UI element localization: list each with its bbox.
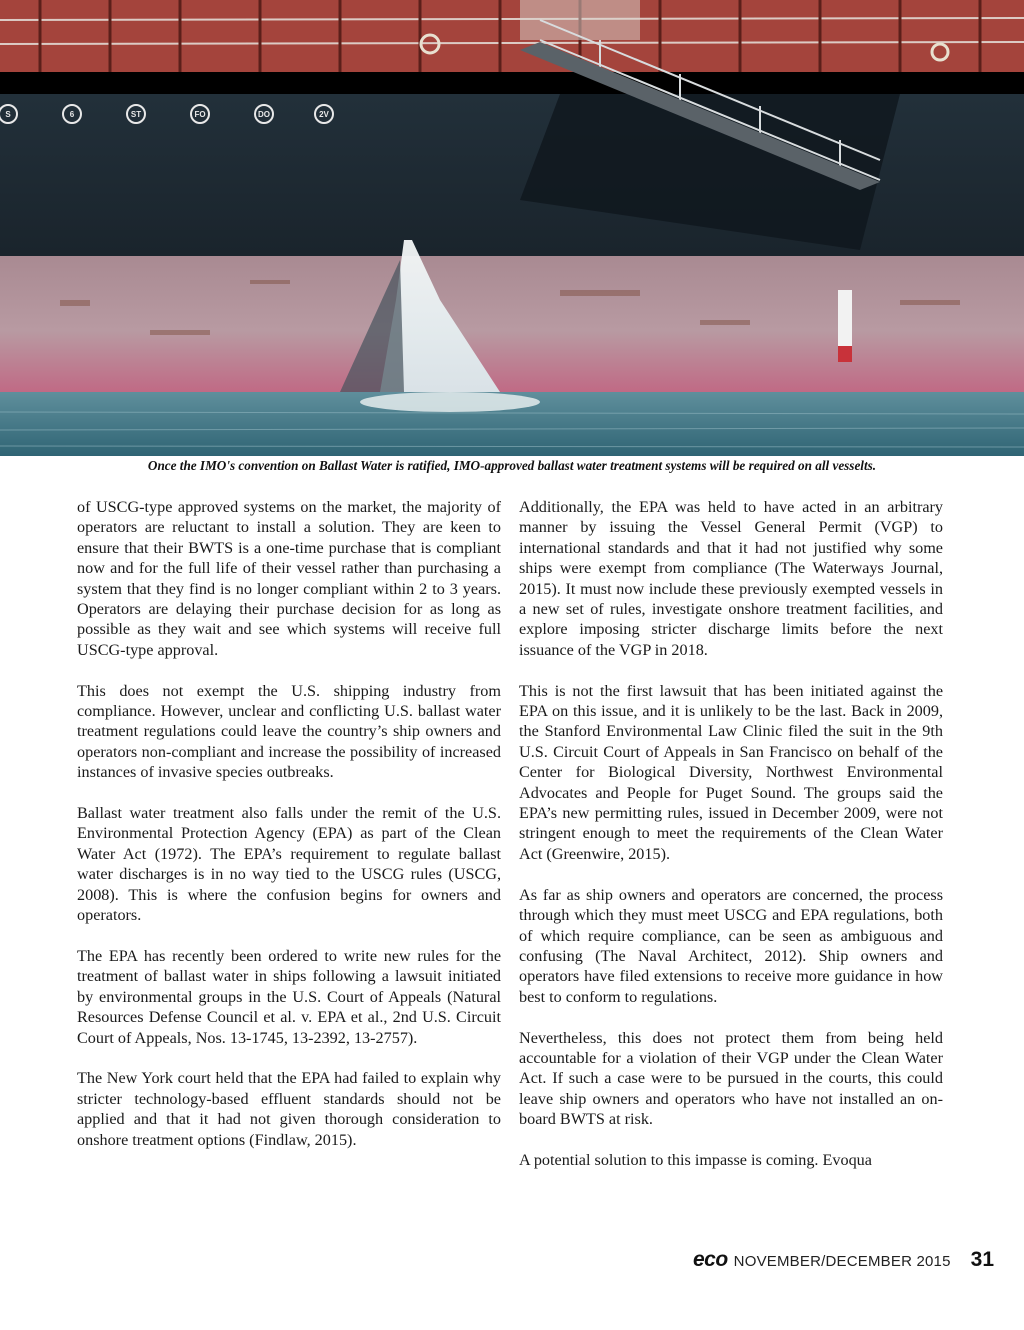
left-column [77,497,501,1170]
hull-mark-3: ST [130,110,142,119]
left-paragraph-3: Ballast water treatment also falls under the remit of the U.S. Environmental Protection Agency (EPA) as part of the Clean Water Act (1972). The EPA’s requirement to regulate ballast water discharges is in no way tied to the USCG rules (USCG, 2008). This is where the confusion begins for owners and operators. [77,804,501,925]
left-paragraph-2: This does not exempt the U.S. shipping industry from compliance. However, unclear and conflicting U.S. ballast water treatment regulations could leave the country’s ship owners and operators non-compliant and increase the possibility of increased instances of invasive species outbreaks. [77,681,501,782]
page-number: 31 [970,1248,994,1271]
right-paragraph-1: Additionally, the EPA was held to have acted in an arbitrary manner by issuing the Vessel General Permit (VGP) to international standards and that it had not justified why some ships were exempt from compliance (The Waterways Journal, 2015). It must now include these previously exempted vessels in a new set of rules, investigate onshore treatment facilities, and explore imposing stricter discharge limits before the next issuance of the VGP in 2018. [519,498,943,659]
hull-mark-5: DO [258,110,270,119]
page-footer [693,1248,994,1278]
ship-photo [0,0,1024,456]
right-column [519,497,943,1191]
issue-date: NOVEMBER/DECEMBER 2015 [733,1253,951,1270]
right-paragraph-2: This is not the first lawsuit that has been initiated against the EPA on this issue, and it is unlikely to be the last. Back in 2009, the Stanford Environmental Law Clinic filed the suit in the 9th U.S. Circuit Court of Appeals in San Francisco on behalf of the Center for Biological Diversity, Northwest Environmental Advocates and People for Puget Sound. The groups said the EPA’s new permitting rules, issued in December 2009, were not stringent enough to meet the requirements of the Clean Water Act (Greenwire, 2015). [519,681,943,863]
left-paragraph-4: The EPA has recently been ordered to write new rules for the treatment of ballast water in ships following a lawsuit initiated by environmental groups in the U.S. Court of Appeals (Natural Resources Defense Council et al. v. EPA et al., 2nd U.S. Circuit Court of Appeals, Nos. 13-1745, 13-2392, 13-2757). [77,946,501,1047]
hull-mark-4: FO [194,110,206,119]
photo-caption: Once the IMO's convention on Ballast Water is ratified, IMO-approved ballast water treatment systems will be required on all vesselts. [147,458,877,473]
hull-mark-1: S [5,110,11,119]
magazine-brand: eco [692,1248,728,1271]
left-paragraph-1: of USCG-type approved systems on the market, the majority of operators are reluctant to install a solution. They are keen to ensure that their BWTS is a one-time purchase that is compliant now and for the full life of their vessel rather than purchasing a system that they find is no longer compliant within 2 to 3 years. Operators are delaying their purchase decision for as long as possible as they wait and see which systems will receive full USCG-type approval. [77,498,501,659]
hull-mark-6: 2V [319,110,329,119]
left-paragraph-5: The New York court held that the EPA had failed to explain why stricter technology-based effluent standards should not be applied and that it had not given thorough consideration to onshore treatment options (Findlaw, 2015). [77,1069,501,1149]
right-paragraph-3: As far as ship owners and operators are concerned, the process through which they must meet USCG and EPA regulations, both of which require compliance, can be seen as ambiguous and confusing (The Naval Architect, 2012). Ship owners and operators have filed extensions to receive more guidance in how best to conform to regulations. [519,885,943,1006]
right-paragraph-4: Nevertheless, this does not protect them from being held accountable for a violation of their VGP under the Clean Water Act. If such a case were to be pursued in the courts, this could leave ship owners and operators who have not installed an on-board BWTS at risk. [519,1028,943,1129]
hull-mark-2: 6 [69,110,75,119]
right-paragraph-5: A potential solution to this impasse is coming. Evoqua [519,1150,872,1169]
ship-photo-graphic [0,0,1024,456]
